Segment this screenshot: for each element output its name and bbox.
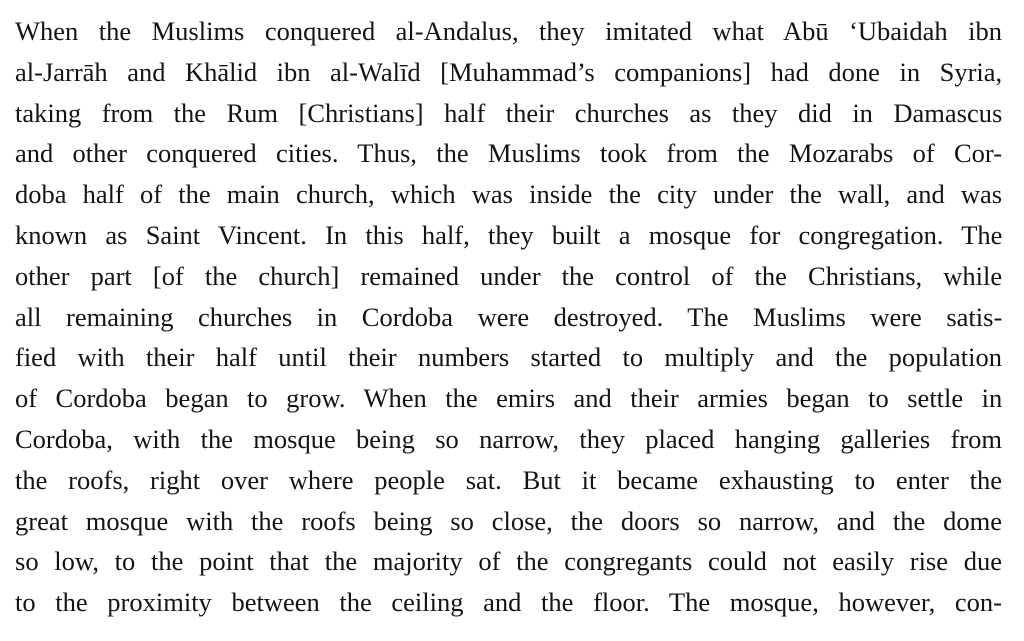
text-line-14: so low, to the point that the majority of the congregants could not easily rise due <box>15 546 1002 577</box>
text-line-4: and other conquered cities. Thus, the Muslims took from the Mozarabs of Cor- <box>15 138 1003 169</box>
text-line-11: Cordoba, with the mosque being so narrow, they placed hanging galleries from <box>15 423 1002 454</box>
text-line-15: to the proximity between the ceiling and the floor. The mosque, however, con- <box>15 587 1002 618</box>
text-line-7: other part [of the church] remained under the control of the Christians, while <box>15 260 1003 291</box>
text-line-12: the roofs, right over where people sat. But it became exhausting to enter the <box>15 464 1002 495</box>
text-line-10: of Cordoba began to grow. When the emirs and their armies began to settle in <box>15 383 1003 414</box>
document-page <box>15 11 1002 623</box>
text-line-13: great mosque with the roofs being so close, the doors so narrow, and the dome <box>15 505 1002 536</box>
text-line-5: doba half of the main church, which was inside the city under the wall, and was <box>15 179 1003 210</box>
text-line-6: known as Saint Vincent. In this half, they built a mosque for congregation. The <box>15 219 1003 250</box>
text-line-2: al-Jarrāh and Khālid ibn al-Walīd [Muhammad’s companions] had done in Syria, <box>15 56 1003 87</box>
body-paragraph <box>15 11 1002 623</box>
text-line-3: taking from the Rum [Christians] half their churches as they did in Damascus <box>15 97 1003 128</box>
text-line-1: When the Muslims conquered al-Andalus, they imitated what Abū ‘Ubaidah ibn <box>15 16 1002 46</box>
text-line-9: fied with their half until their numbers started to multiply and the population <box>15 342 1003 373</box>
text-line-8: all remaining churches in Cordoba were destroyed. The Muslims were satis- <box>15 301 1003 332</box>
